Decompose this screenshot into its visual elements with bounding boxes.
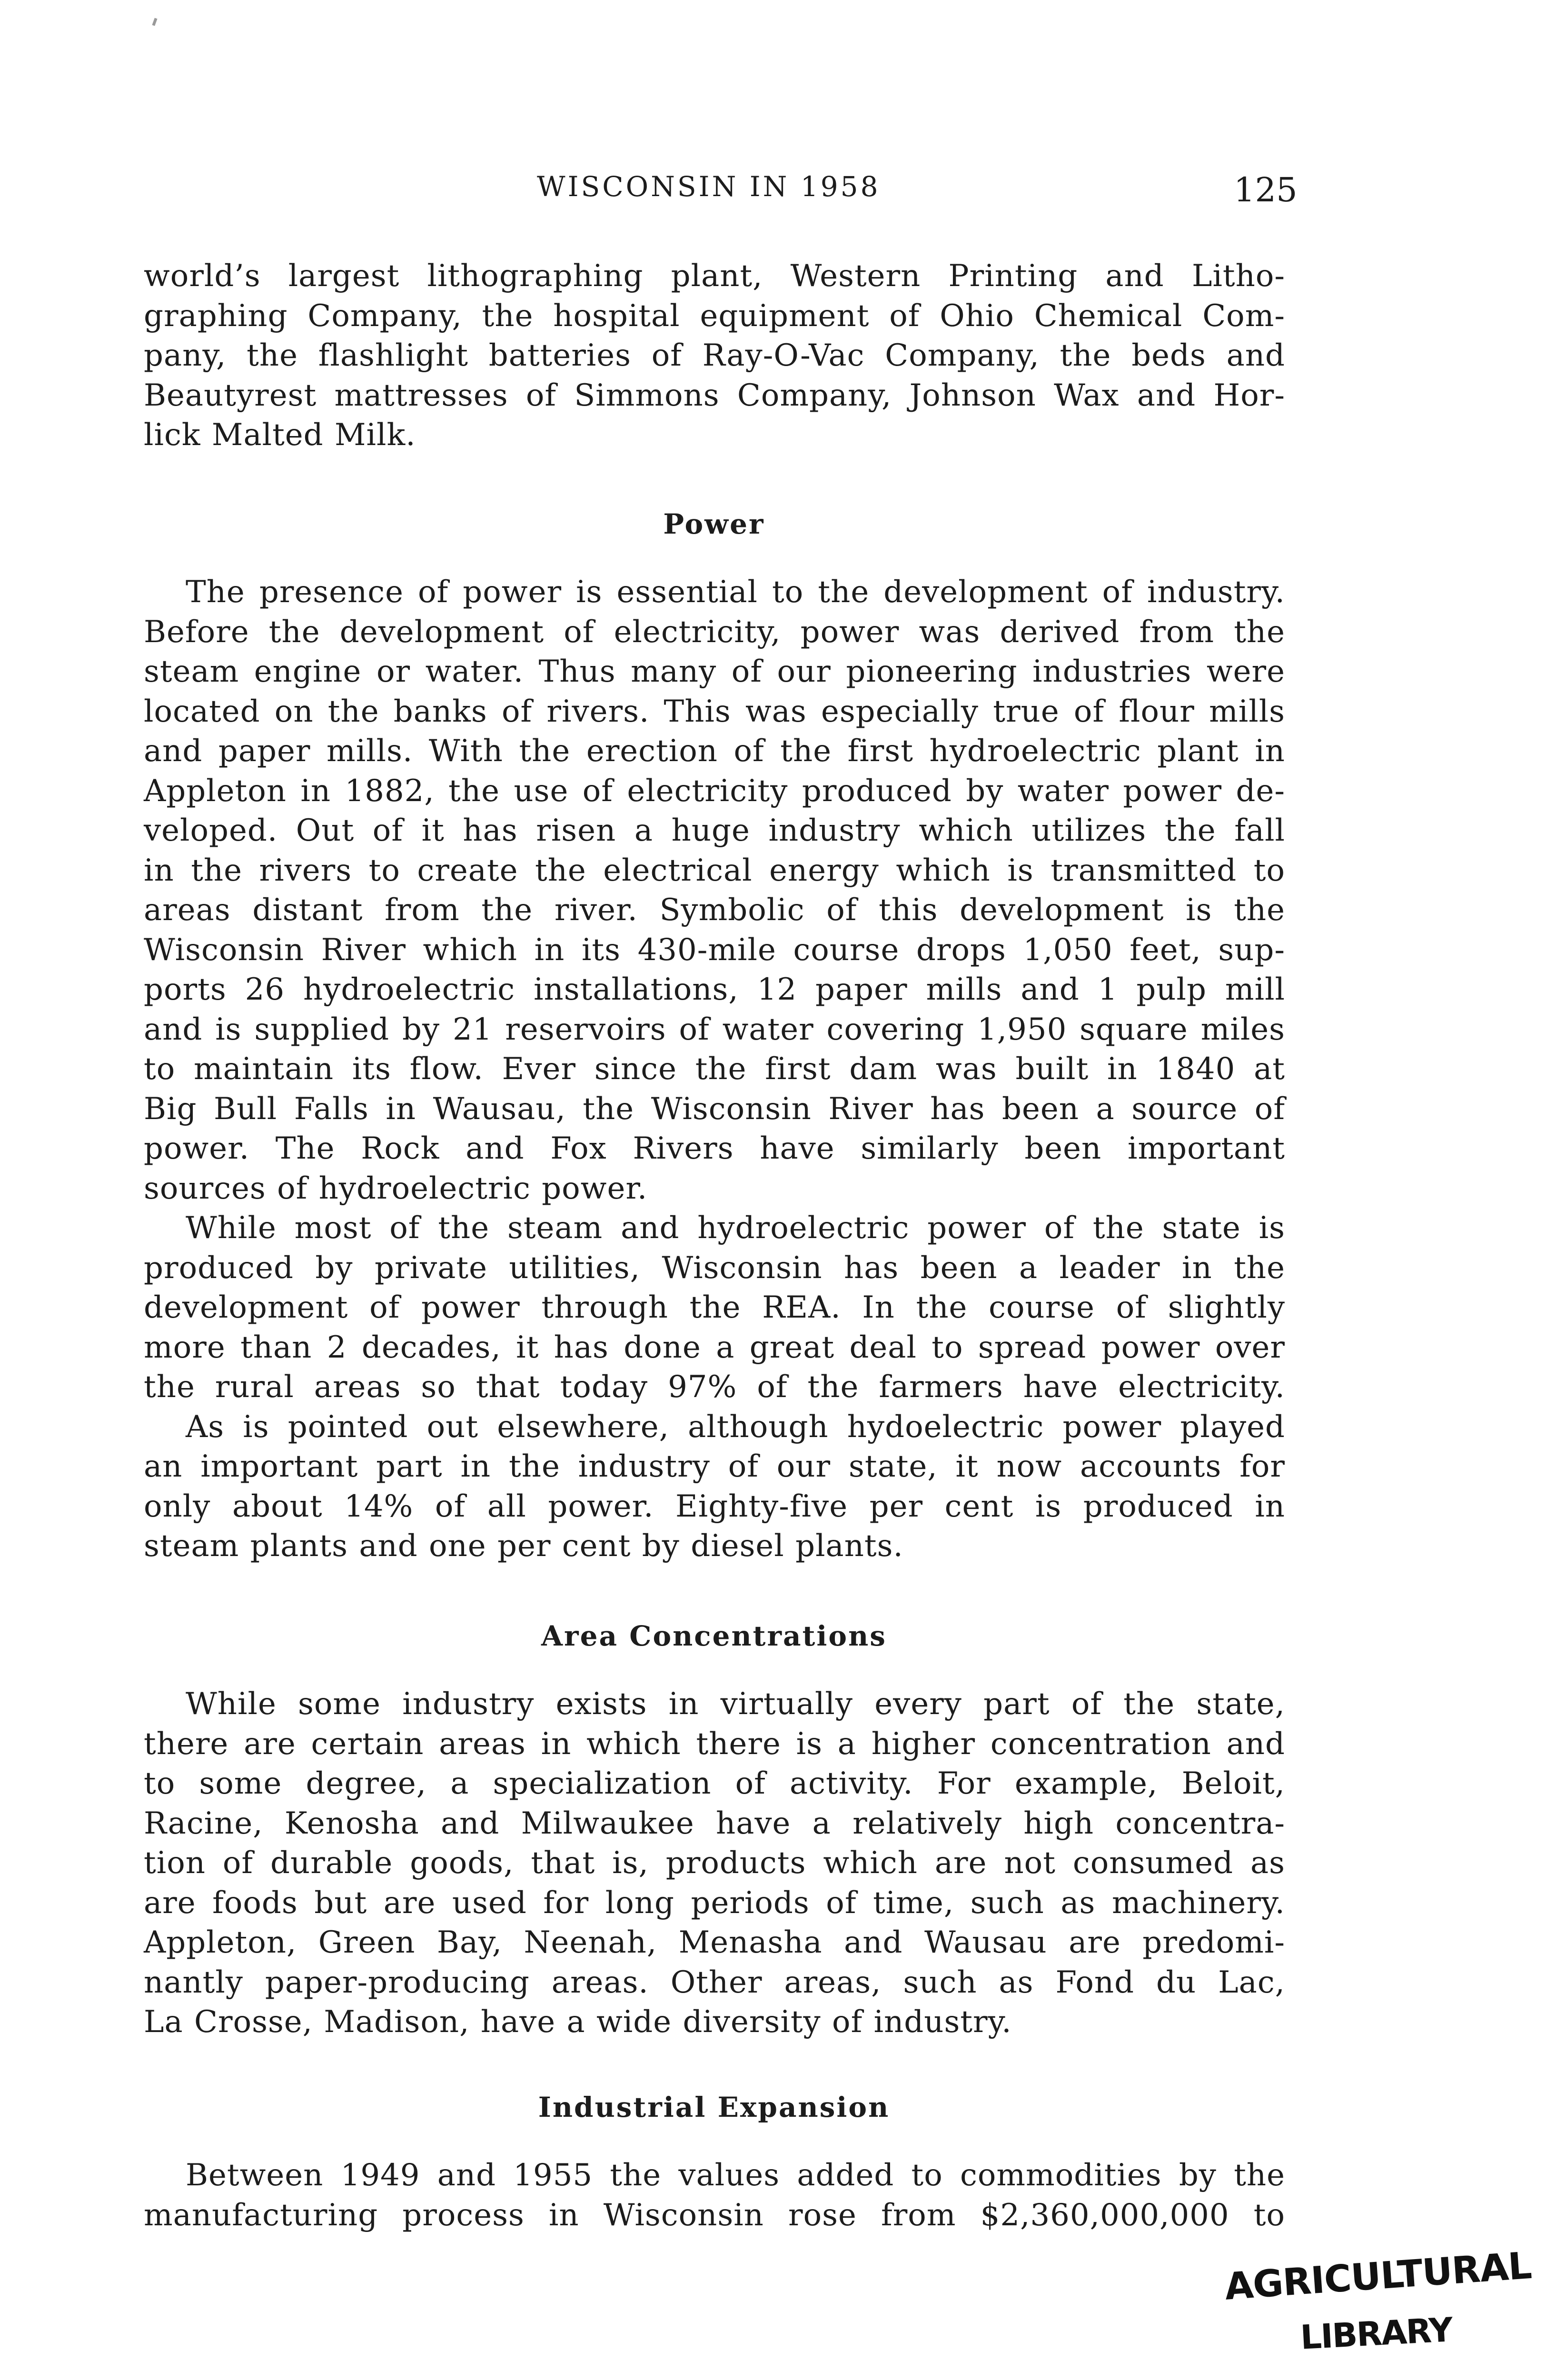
text-line: graphing Company, the hospital equipment of Ohio Chemical Com- [144, 298, 1285, 334]
text-line: world’s largest lithographing plant, Western Printing and Litho- [144, 258, 1285, 294]
text-line: an important part in the industry of our state, it now accounts for [144, 1449, 1285, 1484]
text-line: tion of durable goods, that is, products which are not consumed as [144, 1845, 1285, 1881]
section-heading: Area Concentrations [541, 1620, 887, 1652]
section-heading: Power [663, 508, 765, 540]
stamp-line-2: LIBRARY [1299, 2310, 1453, 2357]
text-line: lick Malted Milk. [144, 417, 416, 453]
text-line: pany, the flashlight batteries of Ray-O-Vac Company, the beds and [144, 338, 1285, 373]
text-line: Big Bull Falls in Wausau, the Wisconsin River has been a source of [144, 1091, 1285, 1127]
text-line: Appleton in 1882, the use of electricity produced by water power de- [144, 774, 1285, 809]
text-line: ports 26 hydroelectric installations, 12 paper mills and 1 pulp mill [144, 972, 1285, 1007]
scan-speck [152, 18, 157, 26]
text-line: Before the development of electricity, power was derived from the [144, 615, 1285, 650]
text-line: development of power through the REA. In the course of slightly [144, 1290, 1285, 1325]
stamp-line-1: AGRICULTURAL [1223, 2244, 1533, 2309]
text-line: located on the banks of rivers. This was especially true of flour mills [144, 694, 1285, 729]
text-line: power. The Rock and Fox Rivers have similarly been important [144, 1131, 1285, 1166]
text-line: Appleton, Green Bay, Neenah, Menasha and Wausau are predomi- [144, 1925, 1285, 1960]
text-line: As is pointed out elsewhere, although hydoelectric power played [186, 1409, 1285, 1445]
text-line: veloped. Out of it has risen a huge industry which utilizes the fall [144, 813, 1285, 848]
text-line: to some degree, a specialization of activity. For example, Beloit, [144, 1766, 1285, 1801]
text-line: more than 2 decades, it has done a great deal to spread power over [144, 1330, 1285, 1365]
library-stamp [1223, 2244, 1533, 2375]
text-line: are foods but are used for long periods of time, such as machinery. [144, 1885, 1285, 1921]
text-line: the rural areas so that today 97% of the farmers have electricity. [144, 1369, 1285, 1405]
text-line: and paper mills. With the erection of the first hydroelectric plant in [144, 734, 1285, 769]
text-line: there are certain areas in which there is a higher concentration and [144, 1726, 1285, 1762]
text-line: sources of hydroelectric power. [144, 1171, 648, 1206]
running-head: WISCONSIN IN 1958 [537, 170, 881, 203]
text-line: to maintain its flow. Ever since the first dam was built in 1840 at [144, 1051, 1285, 1087]
text-line: Beautyrest mattresses of Simmons Company, Johnson Wax and Hor- [144, 378, 1285, 413]
text-line: and is supplied by 21 reservoirs of water covering 1,950 square miles [144, 1012, 1285, 1047]
text-line: areas distant from the river. Symbolic of this development is the [144, 892, 1285, 928]
section-heading: Industrial Expansion [538, 2091, 890, 2123]
page-number: 125 [1234, 170, 1298, 209]
text-line: only about 14% of all power. Eighty-five per cent is produced in [144, 1489, 1285, 1524]
text-line: Between 1949 and 1955 the values added to commodities by the [186, 2158, 1285, 2193]
text-line: in the rivers to create the electrical energy which is transmitted to [144, 853, 1285, 888]
text-line: nantly paper-producing areas. Other areas, such as Fond du Lac, [144, 1965, 1285, 2000]
text-line: While some industry exists in virtually every part of the state, [186, 1686, 1285, 1722]
text-line: La Crosse, Madison, have a wide diversity of industry. [144, 2004, 1012, 2040]
text-line: steam plants and one per cent by diesel plants. [144, 1528, 903, 1564]
text-line: manufacturing process in Wisconsin rose from $2,360,000,000 to [144, 2198, 1285, 2233]
text-line: While most of the steam and hydroelectric power of the state is [186, 1210, 1285, 1246]
text-line: steam engine or water. Thus many of our pioneering industries were [144, 654, 1285, 689]
text-line: Racine, Kenosha and Milwaukee have a relatively high concentra- [144, 1806, 1285, 1841]
text-line: The presence of power is essential to the development of industry. [186, 575, 1285, 610]
text-line: Wisconsin River which in its 430-mile course drops 1,050 feet, sup- [144, 932, 1285, 968]
text-line: produced by private utilities, Wisconsin has been a leader in the [144, 1250, 1285, 1286]
